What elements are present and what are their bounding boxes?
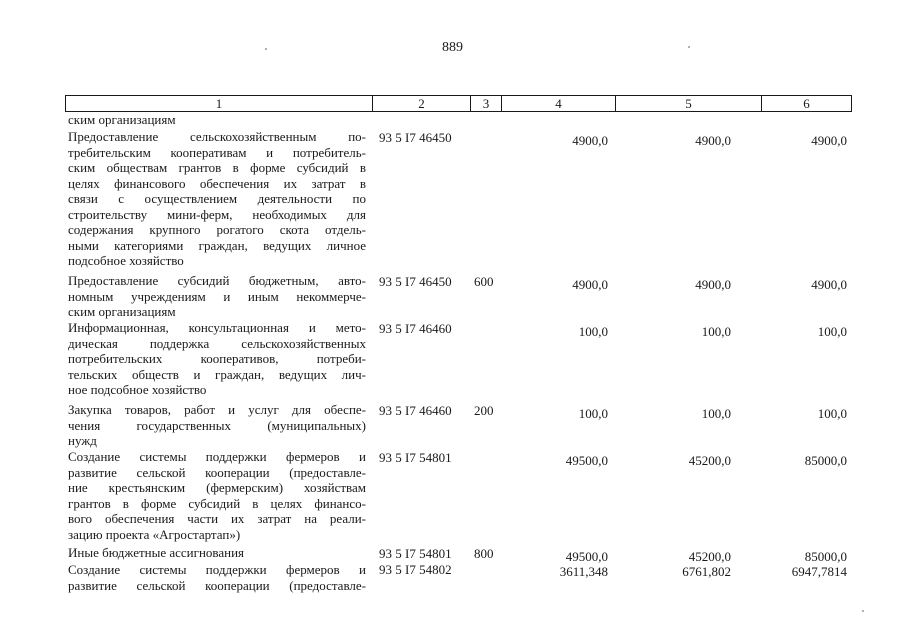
amount-col-5: 100,0: [701, 406, 731, 421]
amount-col-6: 100,0: [817, 324, 847, 339]
description-line: грантов в форме субсидий в целях финансо-: [68, 495, 366, 511]
row-description: [68, 320, 366, 398]
expense-type: 200: [474, 403, 494, 418]
header-col-1: 1: [215, 96, 223, 111]
row-description: [68, 112, 366, 128]
description-line: потребительских кооперативов, потреби-: [68, 351, 366, 366]
amount-col-5: 4900,0: [695, 277, 731, 292]
amount-col-4: 4900,0: [572, 277, 608, 292]
header-col-3: 3: [470, 96, 501, 111]
description-line: вого обеспечения части их затрат на реали-: [68, 511, 366, 526]
expense-type: 600: [474, 274, 494, 289]
description-line: подсобное хозяйство: [68, 253, 184, 268]
description-line: тельских обществ и граждан, ведущих лич-: [68, 366, 366, 382]
budget-code: 93 5 I7 46450: [379, 130, 452, 145]
description-line: Создание системы поддержки фермеров и: [68, 449, 366, 464]
header-col-4: 4: [501, 96, 615, 111]
amount-col-5: 45200,0: [688, 549, 731, 564]
description-line: строительству мини-ферм, необходимых для: [68, 206, 366, 222]
description-line: зацию проекта «Агростартап»): [68, 526, 241, 542]
scan-speck: [265, 48, 267, 50]
description-line: Закупка товаров, работ и услуг для обеспе-: [68, 402, 366, 417]
amount-col-4: 4900,0: [572, 133, 608, 148]
amount-col-6: 85000,0: [804, 549, 847, 564]
description-line: Информационная, консультационная и мето-: [68, 320, 366, 335]
description-line: связи с осуществлением деятельности по: [68, 191, 366, 206]
description-line: содержания крупного рогатого скота отдель-: [68, 222, 366, 237]
description-line: дическая поддержка сельскохозяйственных: [68, 335, 366, 351]
header-col-2: 2: [372, 96, 470, 111]
description-line: ским обществам грантов в форме субсидий в: [68, 160, 366, 175]
header-col-5: 5: [615, 96, 761, 111]
description-line: развитие сельской кооперации (предоставле-: [68, 464, 366, 480]
row-description: [68, 545, 366, 561]
header-col-6: 6: [761, 96, 851, 111]
amount-col-4: 100,0: [578, 324, 608, 339]
description-line: ским организациям: [68, 304, 176, 319]
row-description: [68, 273, 366, 320]
row-description: [68, 449, 366, 542]
row-description: [68, 562, 366, 593]
description-line: ное подсобное хозяйство: [68, 382, 207, 397]
amount-col-5: 6761,802: [682, 564, 731, 579]
description-line: ние крестьянским (фермерским) хозяйствам: [68, 480, 366, 495]
scan-speck: [688, 46, 690, 48]
description-line: Иные бюджетные ассигнования: [68, 545, 245, 560]
row-description: [68, 402, 366, 449]
description-line: требительским кооперативам и потребитель-: [68, 144, 366, 160]
row-description: [68, 129, 366, 269]
amount-col-4: 100,0: [578, 406, 608, 421]
description-line: целях финансового обеспечения их затрат в: [68, 175, 366, 191]
scan-speck: [862, 610, 864, 612]
description-line: ными категориями граждан, ведущих личное: [68, 237, 366, 253]
description-line: Предоставление субсидий бюджетным, авто-: [68, 273, 366, 288]
amount-col-5: 45200,0: [688, 453, 731, 468]
description-line: Предоставление сельскохозяйственным по-: [68, 129, 366, 144]
amount-col-5: 4900,0: [695, 133, 731, 148]
amount-col-6: 4900,0: [811, 277, 847, 292]
amount-col-5: 100,0: [701, 324, 731, 339]
budget-code: 93 5 I7 54801: [379, 546, 452, 561]
description-line: чения государственных (муниципальных): [68, 417, 366, 433]
budget-code: 93 5 I7 46460: [379, 403, 452, 418]
amount-col-6: 100,0: [817, 406, 847, 421]
page-number: 889: [442, 40, 463, 55]
description-line: нужд: [68, 433, 97, 448]
amount-col-4: 3611,348: [559, 564, 608, 579]
description-line: развитие сельской кооперации (предоставле-: [68, 577, 366, 593]
amount-col-4: 49500,0: [565, 453, 608, 468]
expense-type: 800: [474, 546, 494, 561]
amount-col-6: 6947,7814: [791, 564, 847, 579]
description-line: номным учреждениям и иным некоммерче-: [68, 288, 366, 304]
description-line: ским организациям: [68, 112, 176, 127]
amount-col-6: 85000,0: [804, 453, 847, 468]
amount-col-6: 4900,0: [811, 133, 847, 148]
description-line: Создание системы поддержки фермеров и: [68, 562, 366, 577]
budget-code: 93 5 I7 46450: [379, 274, 452, 289]
budget-code: 93 5 I7 46460: [379, 321, 452, 336]
budget-code: 93 5 I7 54802: [379, 562, 452, 577]
amount-col-4: 49500,0: [565, 549, 608, 564]
budget-code: 93 5 I7 54801: [379, 450, 452, 465]
